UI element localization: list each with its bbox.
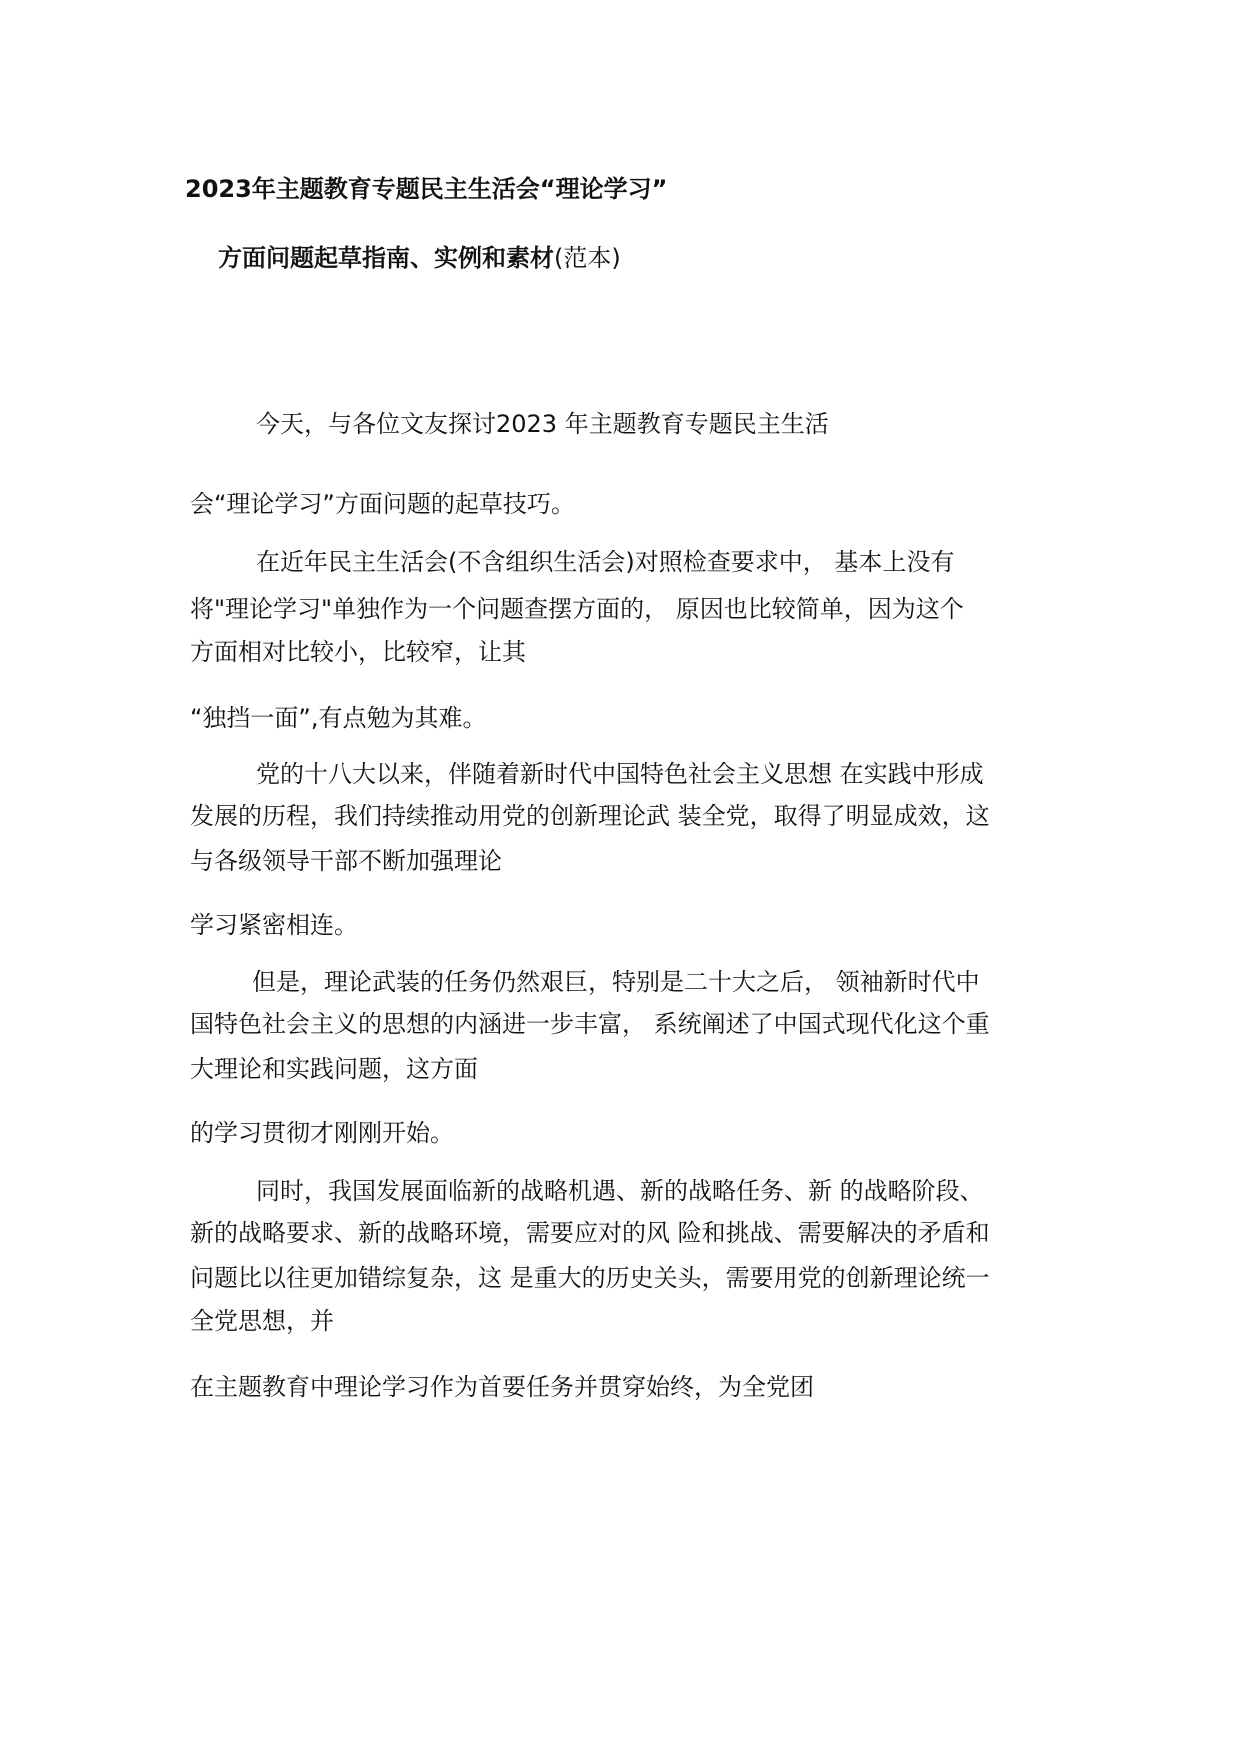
paragraph-line: 在主题教育中理论学习作为首要任务并贯穿始终，为全党团 bbox=[190, 1373, 814, 1401]
paragraph-line: 会“理论学习”方面问题的起草技巧。 bbox=[190, 490, 575, 518]
paragraph-line: 国特色社会主义的思想的内涵进一步丰富， 系统阐述了中国式现代化这个重 bbox=[190, 1010, 990, 1038]
paragraph-line: 与各级领导干部不断加强理论 bbox=[190, 847, 502, 875]
title-suffix: (范本) bbox=[554, 244, 621, 272]
paragraph-line: 新的战略要求、新的战略环境，需要应对的风 险和挑战、需要解决的矛盾和 bbox=[190, 1219, 990, 1247]
paragraph-line: 将"理论学习"单独作为一个问题查摆方面的， 原因也比较简单，因为这个 bbox=[190, 595, 964, 623]
paragraph-line: 全党思想，并 bbox=[190, 1307, 334, 1335]
paragraph-line: “独挡一面”,有点勉为其难。 bbox=[190, 704, 487, 732]
paragraph-line: 党的十八大以来，伴随着新时代中国特色社会主义思想 在实践中形成 bbox=[256, 760, 984, 788]
paragraph-line: 今天，与各位文友探讨2023 年主题教育专题民主生活 bbox=[256, 410, 829, 438]
paragraph-line: 方面相对比较小，比较窄，让其 bbox=[190, 638, 526, 666]
paragraph-line: 问题比以往更加错综复杂，这 是重大的历史关头，需要用党的创新理论统一 bbox=[190, 1264, 990, 1292]
paragraph-line: 但是，理论武装的任务仍然艰巨，特别是二十大之后， 领袖新时代中 bbox=[252, 968, 980, 996]
paragraph-line: 在近年民主生活会(不含组织生活会)对照检查要求中， 基本上没有 bbox=[256, 548, 955, 576]
paragraph-line: 学习紧密相连。 bbox=[190, 911, 358, 939]
paragraph-line: 发展的历程，我们持续推动用党的创新理论武 装全党，取得了明显成效，这 bbox=[190, 802, 990, 830]
document-title-line-1: 2023年主题教育专题民主生活会“理论学习” bbox=[185, 175, 668, 203]
paragraph-line: 同时，我国发展面临新的战略机遇、新的战略任务、新 的战略阶段、 bbox=[256, 1177, 984, 1205]
title-main-text: 方面问题起草指南、实例和素材 bbox=[218, 244, 554, 272]
paragraph-line: 大理论和实践问题，这方面 bbox=[190, 1055, 478, 1083]
paragraph-line: 的学习贯彻才刚刚开始。 bbox=[190, 1119, 454, 1147]
document-title-line-2 bbox=[218, 243, 621, 273]
